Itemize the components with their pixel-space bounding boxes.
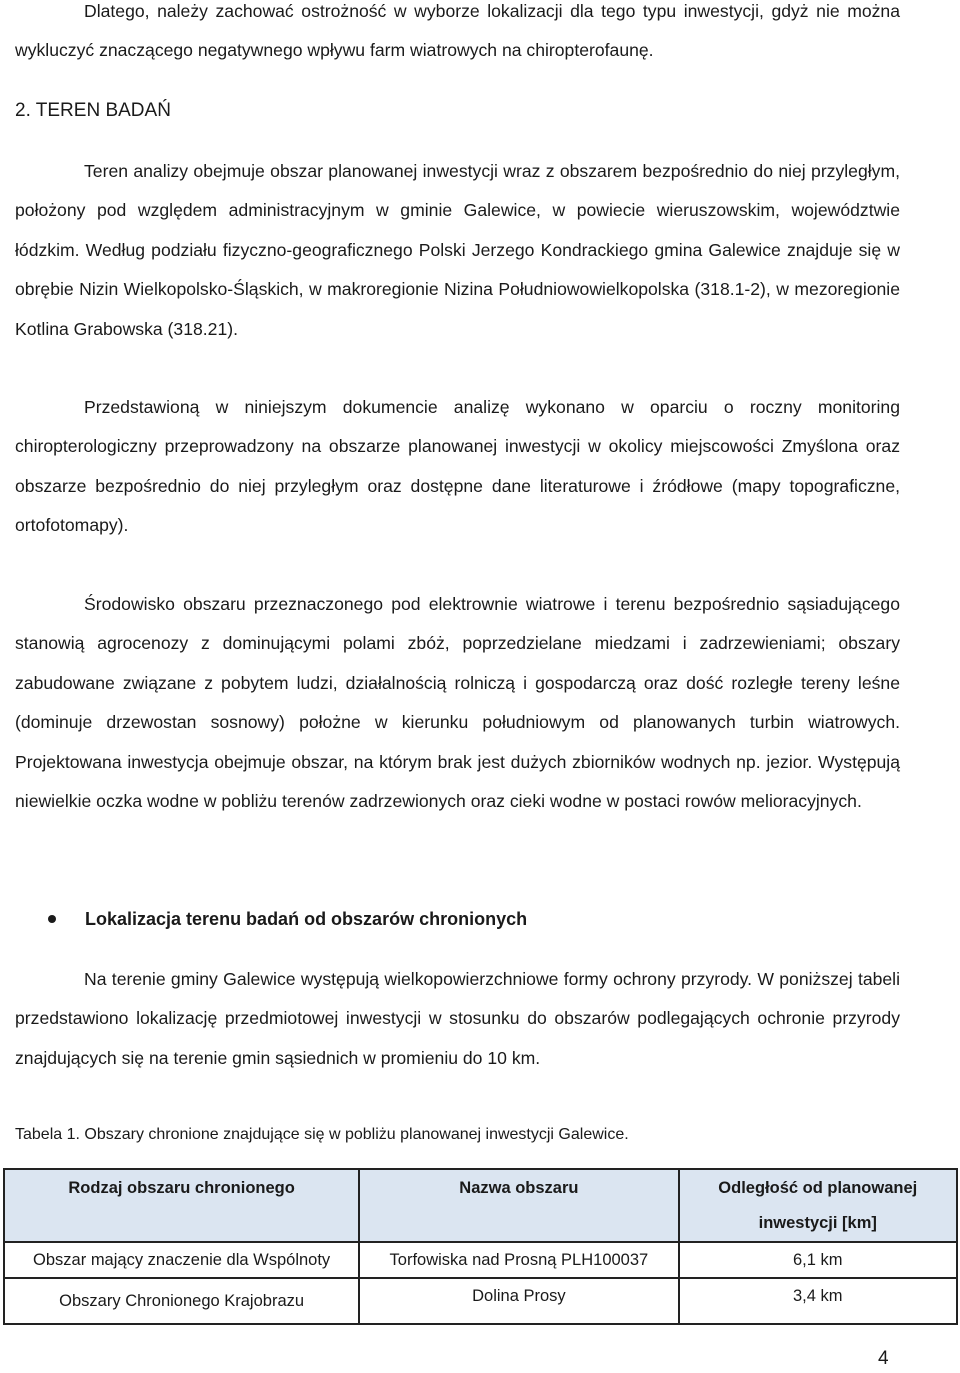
protected-areas-table	[3, 1168, 958, 1325]
table-caption: Tabela 1. Obszary chronione znajdujące się w pobliżu planowanej inwestycji Galewice.	[15, 1126, 629, 1143]
table-cell: Obszar mający znaczenie dla Wspólnoty	[4, 1242, 359, 1278]
paragraph-protection: Na terenie gminy Galewice występują wielkopowierzchniowe formy ochrony przyrody. W poniższej tabeli przedstawiono lokalizację przedmiotowej inwestycji w stosunku do obszarów podlegających ochronie przyrody znajdujących się na terenie gmin sąsiednich w promieniu do 10 km.	[15, 969, 900, 1068]
intro-paragraph: Dlatego, należy zachować ostrożność w wyborze lokalizacji dla tego typu inwestycji, gdyż nie można wykluczyć znaczącego negatywnego wpływu farm wiatrowych na chiropterofaunę.	[15, 1, 900, 61]
table-header-cell: Nazwa obszaru	[359, 1169, 678, 1242]
table-header-cell: Rodzaj obszaru chronionego	[4, 1169, 359, 1242]
table-row	[4, 1278, 957, 1324]
paragraph-terrain: Teren analizy obejmuje obszar planowanej inwestycji wraz z obszarem bezpośrednio do niej przyległym, położony pod względem administracyjnym w gminie Galewice, w powiecie wieruszowskim, województwie łódzkim. Według podziału fizyczno-geograficznego Polski Jerzego Kondrackiego gmina Galewice znajduje się w obrębie Nizin Wielkopolsko-Śląskich, w makroregionie Nizina Południowowielkopolska (318.1-2), w mezoregionie Kotlina Grabowska (318.21).	[15, 161, 900, 339]
table-cell: Obszary Chronionego Krajobrazu	[4, 1278, 359, 1324]
paragraph-analysis: Przedstawioną w niniejszym dokumencie analizę wykonano w oparciu o roczny monitoring chiropterologiczny przeprowadzony na obszarze planowanej inwestycji w okolicy miejscowości Zmyślona oraz obszarze bezpośrednio do niej przyległym oraz dostępne dane literaturowe i źródłowe (mapy topograficzne, ortofotomapy).	[15, 397, 900, 536]
page-number: 4	[878, 1348, 889, 1369]
table-row	[4, 1242, 957, 1278]
table-header-row	[4, 1169, 957, 1242]
paragraph-environment: Środowisko obszaru przeznaczonego pod elektrownie wiatrowe i terenu bezpośrednio sąsiadującego stanowią agrocenozy z dominującymi polami zbóż, poprzedzielane miedzami i zadrzewieniami; obszary zabudowane związane z pobytem ludzi, działalnością rolniczą i gospodarczą oraz dość rozległe tereny leśne (dominuje drzewostan sosnowy) położne w kierunku południowym od planowanych turbin wiatrowych. Projektowana inwestycja obejmuje obszar, na którym brak jest dużych zbiorników wodnych np. jezior. Występują niewielkie oczka wodne w pobliżu terenów zadrzewionych oraz cieki wodne w postaci rowów melioracyjnych.	[15, 594, 900, 812]
table-cell: Dolina Prosy	[359, 1278, 678, 1324]
subsection-heading: Lokalizacja terenu badań od obszarów chronionych	[85, 909, 528, 929]
table-cell: 6,1 km	[679, 1242, 957, 1278]
section-heading: 2. TEREN BADAŃ	[15, 100, 171, 121]
table-header-cell: Odległość od planowanej inwestycji [km]	[679, 1169, 957, 1242]
table-cell: Torfowiska nad Prosną PLH100037	[359, 1242, 678, 1278]
bullet-icon	[48, 915, 56, 923]
table-cell: 3,4 km	[679, 1278, 957, 1324]
